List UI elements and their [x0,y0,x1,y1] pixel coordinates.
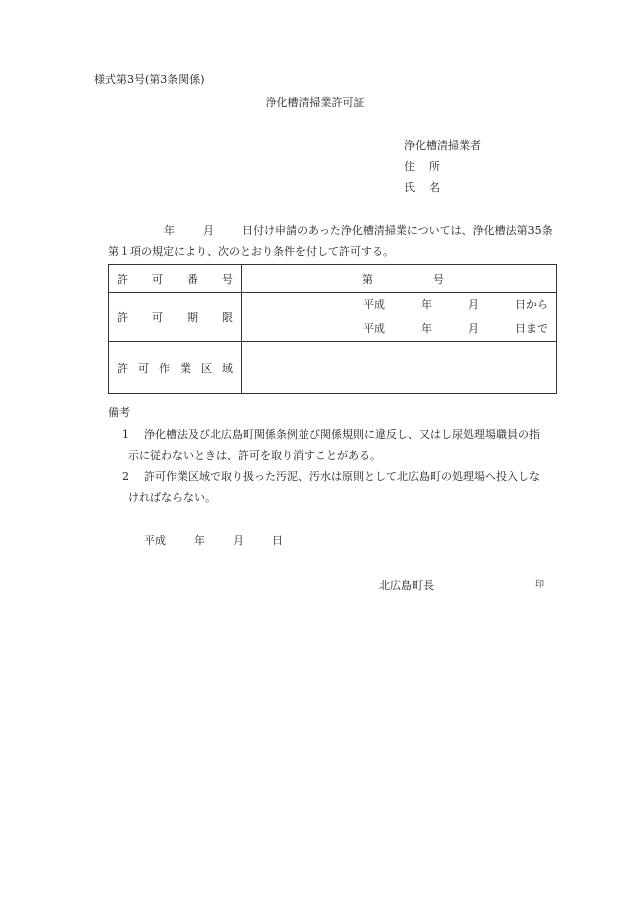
remarks-heading: 備考 [108,406,130,419]
permit-number-row [109,265,557,293]
permit-number-label: 許 可 番 号 [109,265,242,293]
remark-item: 2 許可作業区域で取り扱った汚泥、汚水は原則として北広島町の処理場へ投入しな ければならない。 [122,470,540,504]
period-end: 平成 年 月 日まで [363,322,548,335]
period-start: 平成 年 月 日から [363,298,548,311]
permit-area-value [242,342,557,394]
permit-area-label: 許 可 作 業 区 域 [109,342,242,394]
permit-number-value: 第 号 [242,265,557,293]
applicant-name-label: 氏 名 [404,181,440,194]
permit-period-label: 許 可 期 限 [109,293,242,342]
applicant-address-label: 住 所 [404,160,440,173]
issuer-name: 北広島町長 [379,579,434,592]
form-number: 様式第3号(第3条関係) [94,73,205,86]
issue-date: 平成 年 月 日 [144,534,283,547]
permit-period-row [109,293,557,342]
document-title: 浄化槽清掃業許可証 [265,96,365,109]
permit-period-value [242,293,557,342]
permit-statement: 年 月 日付け申請のあった浄化槽清掃業については、浄化槽法第35条 第１項の規定により、次のとおり条件を付して許可する。 [108,224,553,258]
permit-area-row [109,342,557,394]
applicant-heading: 浄化槽清掃業者 [404,139,481,152]
seal-mark: 印 [535,580,545,590]
remark-item: 1 浄化槽法及び北広島町関係条例並び関係規則に違反し、又はし尿処理場職員の指 示に従わないときは、許可を取り消すことがある。 [122,428,540,462]
permit-table [108,264,557,394]
